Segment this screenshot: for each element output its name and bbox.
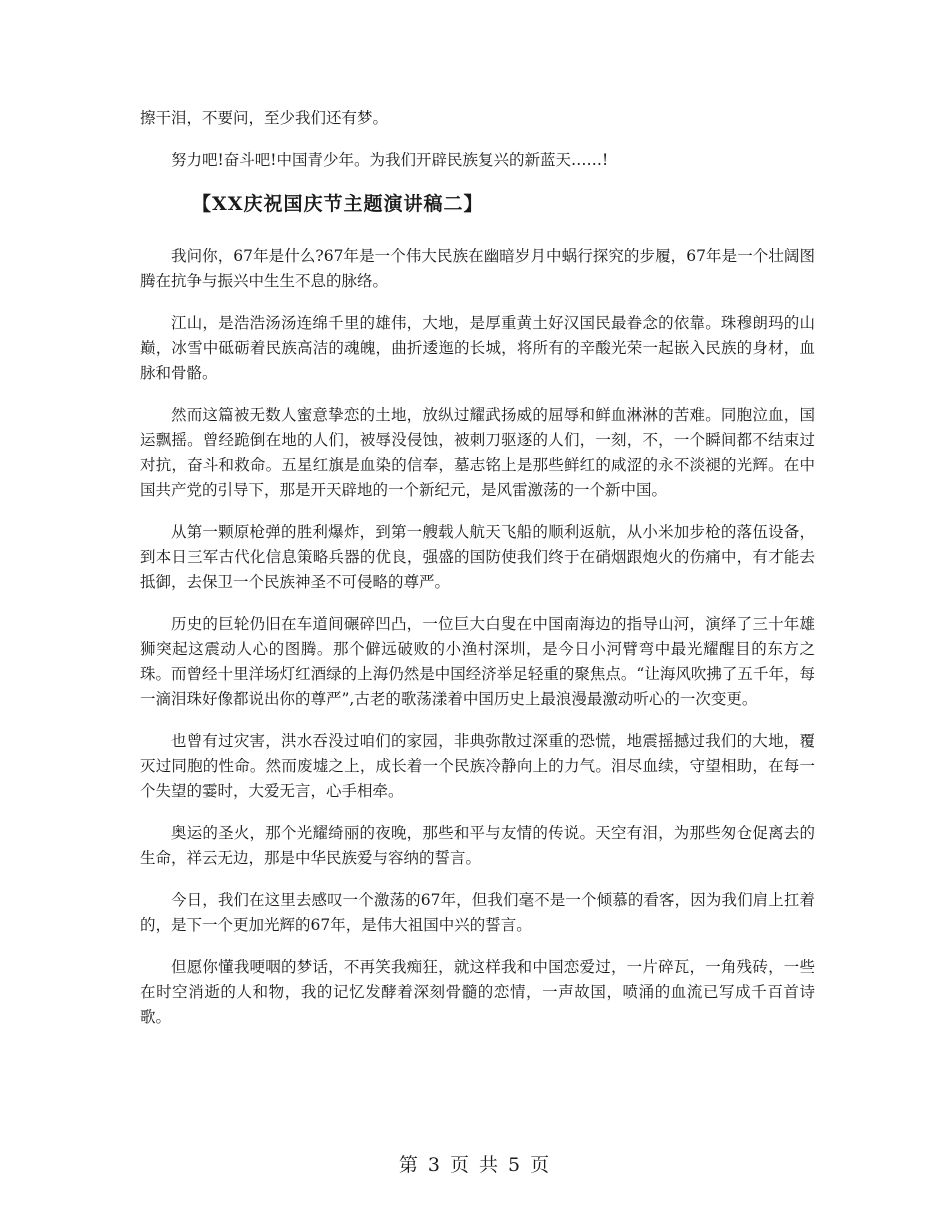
body-paragraph: 奥运的圣火，那个光耀绮丽的夜晚，那些和平与友情的传说。天空有泪，为那些匆仓促离去的生命，祥云无边，那是中华民族爱与容纳的誓言。	[140, 824, 815, 867]
section-heading: 【XX庆祝国庆节主题演讲稿二】	[192, 193, 484, 215]
intro-paragraph: 擦干泪，不要问，至少我们还有梦。	[140, 109, 389, 127]
body-paragraph: 历史的巨轮仍旧在车道间碾碎凹凸，一位巨大白叟在中国南海边的指导山河，演绎了三十年雄狮突起这震动人心的图腾。那个僻远破败的小渔村深圳，是今日小河臂弯中最光耀醒目的东方之珠。而曾经十里洋场灯红酒绿的上海仍然是中国经济举足轻重的聚焦点。“让海风吹拂了五千年，每一滴泪珠好像都说出你的尊严”,古老的歌荡漾着中国历史上最浪漫最激动听心的一次变更。	[140, 615, 815, 708]
document-body	[140, 106, 815, 1030]
body-paragraph: 但愿你懂我哽咽的梦话，不再笑我痴狂，就这样我和中国恋爱过，一片碎瓦，一角残砖，一些在时空消逝的人和物，我的记忆发酵着深刻骨髓的恋情，一声故国，喷涌的血流已写成千百首诗歌。	[140, 958, 815, 1026]
body-paragraph: 今日，我们在这里去感叹一个激荡的67年，但我们毫不是一个倾慕的看客，因为我们肩上扛着的，是下一个更加光辉的67年，是伟大祖国中兴的誓言。	[140, 891, 815, 934]
body-paragraph: 江山，是浩浩汤汤连绵千里的雄伟，大地，是厚重黄土好汉国民最眷念的依靠。珠穆朗玛的山巅，冰雪中砥砺着民族高洁的魂魄，曲折逶迤的长城，将所有的辛酸光荣一起嵌入民族的身材，血脉和骨骼。	[140, 314, 815, 382]
body-paragraph: 也曾有过灾害，洪水吞没过咱们的家园，非典弥散过深重的恐慌，地震摇撼过我们的大地，覆灭过同胞的性命。然而废墟之上，成长着一个民族冷静向上的力气。泪尽血续，守望相助，在每一个失望的霎时，大爱无言，心手相牵。	[140, 732, 815, 800]
body-paragraph: 然而这篇被无数人蜜意挚恋的土地，放纵过耀武扬威的屈辱和鲜血淋淋的苦难。同胞泣血，国运飘摇。曾经跪倒在地的人们，被辱没侵蚀，被刺刀驱逐的人们，一刻，不，一个瞬间都不结束过对抗，奋斗和救命。五星红旗是血染的信奉，墓志铭上是那些鲜红的咸涩的永不淡褪的光辉。在中国共产党的引导下，那是开天辟地的一个新纪元，是风雷激荡的一个新中国。	[140, 406, 815, 499]
body-paragraph: 我问你，67年是什么?67年是一个伟大民族在幽暗岁月中蜗行探究的步履，67年是一个壮阔图腾在抗争与振兴中生生不息的脉络。	[140, 247, 815, 290]
body-paragraph: 从第一颗原枪弹的胜利爆炸，到第一艘载人航天飞船的顺利返航，从小米加步枪的落伍设备，到本日三军古代化信息策略兵器的优良，强盛的国防使我们终于在硝烟跟炮火的伤痛中，有才能去抵御，去保卫一个民族神圣不可侵略的尊严。	[140, 523, 815, 591]
intro-paragraph: 努力吧!奋斗吧!中国青少年。为我们开辟民族复兴的新蓝天……!	[171, 151, 609, 169]
page-number: 第 3 页 共 5 页	[398, 1154, 552, 1176]
